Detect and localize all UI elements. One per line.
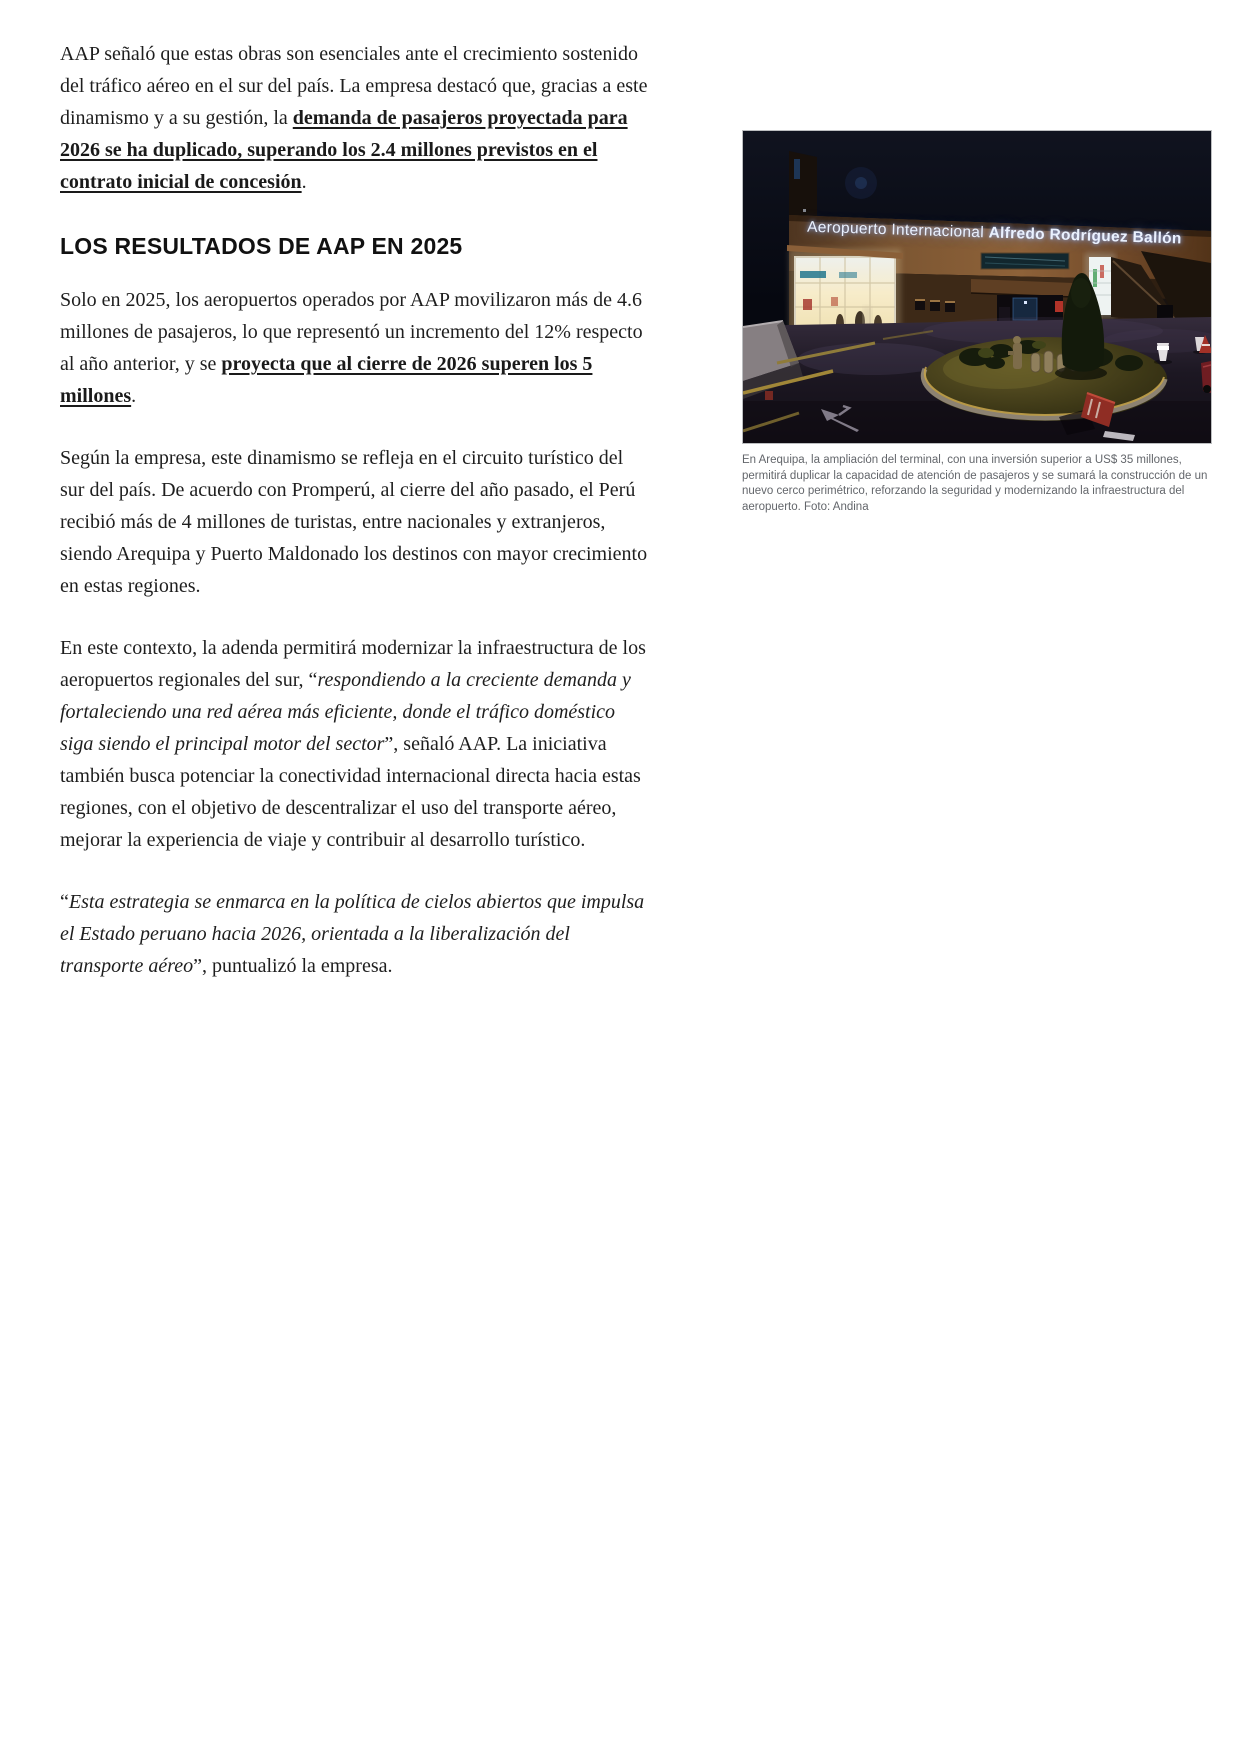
airport-figure	[742, 130, 1212, 515]
paragraph-cielos-abiertos	[60, 886, 648, 982]
paragraph-adenda	[60, 632, 648, 856]
article-body	[60, 38, 648, 1012]
airport-sign-bold: Alfredo Rodríguez Ballón	[988, 224, 1182, 248]
paragraph-resultados	[60, 284, 648, 412]
airport-sign-regular: Aeropuerto Internacional	[806, 218, 985, 242]
paragraph-text: AAP señaló que estas obras son esenciales ante el crecimiento sostenido del tráfico aéreo en el sur del país. La empresa destacó que, gracias a este dinamismo y a su gestión, la	[60, 43, 648, 129]
paragraph-text: .	[301, 171, 307, 193]
section-heading-resultados: LOS RESULTADOS DE AAP EN 2025	[60, 233, 463, 259]
inline-link-demanda-2026[interactable]: demanda de pasajeros proyectada para 2026 se ha duplicado, superando los 2.4 millones previstos en el contrato inicial de concesión	[60, 107, 628, 193]
paragraph-text: ”, puntualizó la empresa.	[193, 955, 393, 977]
quote-italic-red-aerea: respondiendo a la creciente demanda y fortaleciendo una red aérea más eficiente, donde el tráfico doméstico siga siendo el principal motor del sector	[60, 669, 631, 755]
paragraph-text: Solo en 2025, los aeropuertos operados por AAP movilizaron más de 4.6 millones de pasajeros, lo que representó un incremento del 12% respecto al año anterior, y se	[60, 289, 643, 375]
paragraph-text: .	[131, 385, 137, 407]
photo-caption: En Arequipa, la ampliación del terminal, con una inversión superior a US$ 35 millones, permitirá duplicar la capacidad de atención de pasajeros y se sumará la construcción de un nuevo cerco perimétrico, reforzando la seguridad y modernizando la infraestructura del aeropuerto. Foto: Andina	[742, 454, 1208, 513]
paragraph-text: En este contexto, la adenda permitirá modernizar la infraestructura de los aeropuertos regionales del sur, “	[60, 637, 646, 691]
paragraph-text: ”, señaló AAP. La iniciativa también busca potenciar la conectividad internacional directa hacia estas regiones, con el objetivo de descentralizar el uso del transporte aéreo, mejorar la experiencia de viaje y contribuir al desarrollo turístico.	[60, 733, 641, 851]
quote-italic-cielos-abiertos: Esta estrategia se enmarca en la política de cielos abiertos que impulsa el Estado peruano hacia 2026, orientada a la liberalización del transporte aéreo	[60, 891, 645, 977]
paragraph-turismo: Según la empresa, este dinamismo se refleja en el circuito turístico del sur del país. De acuerdo con Promperú, al cierre del año pasado, el Perú recibió más de 4 millones de turistas, entre nacionales y extranjeros, siendo Arequipa y Puerto Maldonado los destinos con mayor crecimiento en estas regiones.	[60, 447, 648, 597]
airport-photo-illustration	[743, 131, 1211, 443]
inline-link-proyeccion-2026[interactable]: proyecta que al cierre de 2026 superen los 5 millones	[60, 353, 593, 407]
airport-photo	[742, 130, 1212, 444]
paragraph-text: “	[60, 891, 69, 913]
paragraph-intro	[60, 38, 648, 198]
